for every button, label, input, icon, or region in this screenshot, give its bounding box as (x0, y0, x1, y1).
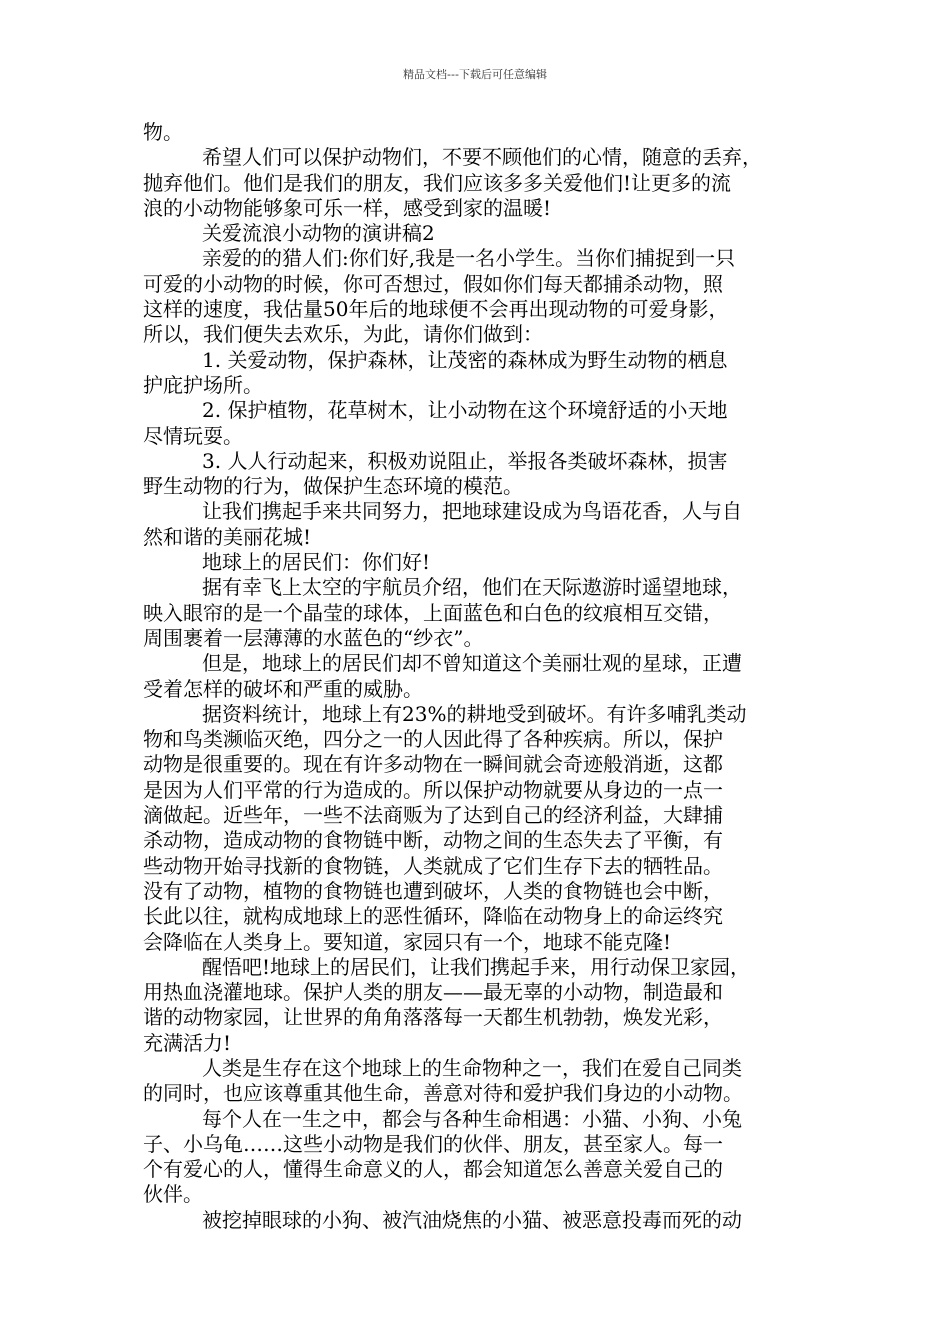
text-line: 亲爱的的猎人们:你们好,我是一名小学生。当你们捕捉到一只 (202, 246, 736, 271)
page-header: 精品文档---下载后可任意编辑 (403, 68, 547, 81)
text-line: 长此以往，就构成地球上的恶性循环，降临在动物身上的命运终究 (143, 904, 723, 929)
text-line: 没有了动物，植物的食物链也遭到破坏，人类的食物链也会中断， (143, 878, 723, 903)
text-line: 抛弃他们。他们是我们的朋友，我们应该多多关爱他们!让更多的流 (143, 170, 732, 195)
text-line: 人类是生存在这个地球上的生命物种之一，我们在爱自己同类 (202, 1055, 742, 1080)
text-line: 每个人在一生之中，都会与各种生命相遇：小猫、小狗、小兔 (202, 1106, 742, 1131)
text-line: 物和鸟类濒临灭绝，四分之一的人因此得了各种疾病。所以，保护 (143, 727, 723, 752)
text-line: 杀动物，造成动物的食物链中断，动物之间的生态失去了平衡，有 (143, 828, 723, 853)
text-line: 2. 保护植物，花草树木，让小动物在这个环境舒适的小天地 (202, 398, 728, 423)
text-line: 的同时，也应该尊重其他生命，善意对待和爱护我们身边的小动物。 (143, 1081, 743, 1106)
text-line: 3. 人人行动起来，积极劝说阻止，举报各类破坏森林，损害 (202, 448, 728, 473)
text-line: 野生动物的行为，做保护生态环境的模范。 (143, 474, 523, 499)
text-line: 所以，我们便失去欢乐，为此，请你们做到： (143, 322, 543, 347)
text-line: 物。 (143, 120, 183, 144)
text-line: 1. 关爱动物，保护森林，让茂密的森林成为野生动物的栖息 (202, 347, 728, 372)
text-line: 然和谐的美丽花城! (143, 524, 312, 549)
text-line: 受着怎样的破坏和严重的威胁。 (143, 676, 423, 701)
text-line: 希望人们可以保护动物们，不要不顾他们的心情，随意的丢弃， (202, 145, 762, 170)
text-line: 会降临在人类身上。要知道，家园只有一个，地球不能克隆! (143, 929, 672, 954)
text-line: 被挖掉眼球的小狗、被汽油烧焦的小猫、被恶意投毒而死的动 (202, 1207, 742, 1232)
document-body (143, 120, 811, 1233)
text-line: 子、小乌龟……这些小动物是我们的伙伴、朋友，甚至家人。每一 (143, 1131, 723, 1156)
text-line: 让我们携起手来共同努力，把地球建设成为鸟语花香，人与自 (202, 499, 742, 524)
text-line: 伙伴。 (143, 1182, 203, 1207)
text-line: 据有幸飞上太空的宇航员介绍，他们在天际遨游时遥望地球， (202, 575, 742, 600)
text-line: 但是，地球上的居民们却不曾知道这个美丽壮观的星球，正遭 (202, 651, 742, 676)
text-line: 谐的动物家园，让世界的角角落落每一天都生机勃勃，焕发光彩， (143, 1005, 723, 1030)
text-line: 是因为人们平常的行为造成的。所以保护动物就要从身边的一点一 (143, 777, 723, 802)
text-line: 可爱的小动物的时候，你可否想过，假如你们每天都捕杀动物，照 (143, 271, 723, 296)
text-line: 周围裹着一层薄薄的水蓝色的“纱衣”。 (143, 625, 484, 650)
text-line: 滴做起。近些年，一些不法商贩为了达到自己的经济利益，大肆捕 (143, 803, 723, 828)
text-line: 护庇护场所。 (143, 372, 263, 397)
text-line: 浪的小动物能够象可乐一样，感受到家的温暖! (143, 195, 552, 220)
text-line: 尽情玩耍。 (143, 423, 243, 448)
text-line: 些动物开始寻找新的食物链，人类就成了它们生存下去的牺牲品。 (143, 853, 723, 878)
text-line: 醒悟吧!地球上的居民们，让我们携起手来，用行动保卫家园， (202, 954, 751, 979)
text-line: 充满活力! (143, 1030, 232, 1055)
text-line: 地球上的居民们：你们好! (202, 550, 431, 575)
text-line: 关爱流浪小动物的演讲稿2 (202, 221, 435, 246)
text-line: 个有爱心的人，懂得生命意义的人，都会知道怎么善意关爱自己的 (143, 1157, 723, 1182)
text-line: 这样的速度，我估量50年后的地球便不会再出现动物的可爱身影， (143, 297, 729, 322)
text-line: 动物是很重要的。现在有许多动物在一瞬间就会奇迹般消逝，这都 (143, 752, 723, 777)
text-line: 据资料统计，地球上有23%的耕地受到破坏。有许多哺乳类动 (202, 701, 747, 726)
text-line: 用热血浇灌地球。保护人类的朋友——最无辜的小动物，制造最和 (143, 980, 723, 1005)
text-line: 映入眼帘的是一个晶莹的球体，上面蓝色和白色的纹痕相互交错， (143, 600, 723, 625)
